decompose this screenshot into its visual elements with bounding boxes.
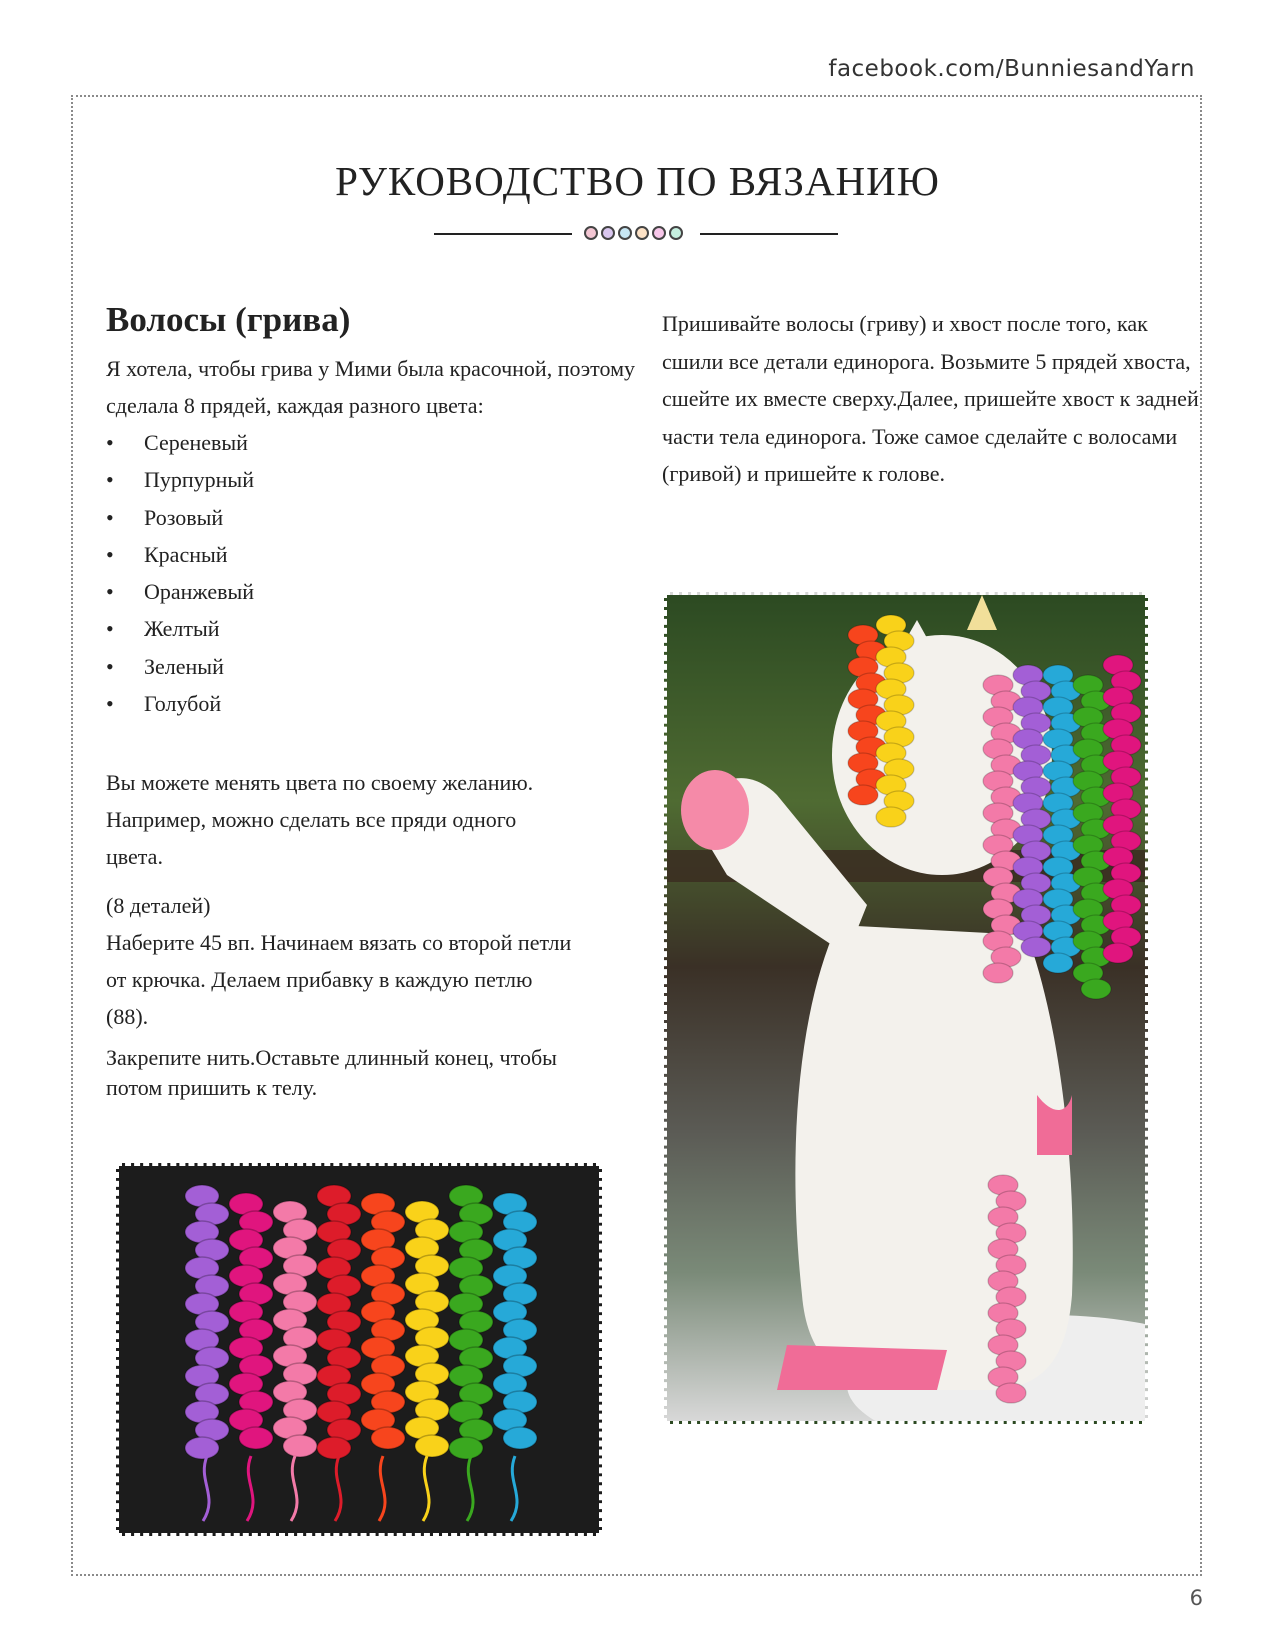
- assembly-instructions: Пришивайте волосы (гриву) и хвост после того, как сшили все детали единорога. Возьмите 5 прядей хвоста, сшейте их вместе сверху.Далее, пришейте хвост к задней части тела единорога. Тоже самое сделайте с волосами (гривой) и пришейте к голове.: [662, 311, 1199, 486]
- yarn-spiral: [229, 1193, 273, 1521]
- divider-dot: [584, 226, 598, 240]
- yarn-spiral: [449, 1185, 493, 1521]
- mane-spirals: [667, 595, 1145, 1421]
- divider-line-left: [434, 233, 572, 235]
- spirals-photo: [116, 1163, 602, 1536]
- right-column: [662, 305, 1207, 493]
- list-item: • Зеленый: [106, 648, 646, 685]
- divider-dot: [618, 226, 632, 240]
- spirals-illustration: [119, 1166, 599, 1533]
- yarn-spiral: [273, 1201, 317, 1521]
- yarn-spiral: [317, 1185, 361, 1521]
- page-title: РУКОВОДСТВО ПО ВЯЗАНИЮ: [335, 158, 940, 204]
- list-item: • Пурпурный: [106, 461, 646, 498]
- list-item: • Красный: [106, 536, 646, 573]
- list-item: • Голубой: [106, 685, 646, 722]
- list-item: • Желтый: [106, 610, 646, 647]
- facebook-link[interactable]: facebook.com/BunniesandYarn: [828, 56, 1195, 82]
- page-number: 6: [1189, 1586, 1203, 1610]
- crochet-instructions: Наберите 45 вп. Начинаем вязать со второй петли от крючка. Делаем прибавку в каждую петлю (88).: [106, 930, 572, 1030]
- fasten-instructions: Закрепите нить.Оставьте длинный конец, чтобы потом пришить к телу.: [106, 1045, 557, 1101]
- parts-count: (8 деталей): [106, 893, 211, 919]
- yarn-spiral: [185, 1185, 229, 1521]
- divider-dot: [635, 226, 649, 240]
- mane-strand: [1103, 655, 1141, 963]
- divider-line-right: [700, 233, 838, 235]
- section-heading: Волосы (грива): [106, 300, 351, 339]
- yarn-spiral: [361, 1193, 405, 1521]
- intro-paragraph: Я хотела, чтобы грива у Мими была красочной, поэтому сделала 8 прядей, каждая разного цвета:: [106, 356, 636, 418]
- yarn-spiral: [493, 1193, 537, 1521]
- divider-dot: [601, 226, 615, 240]
- bullet: •: [106, 504, 114, 530]
- list-item: • Розовый: [106, 499, 646, 536]
- bullet: •: [106, 579, 114, 605]
- bullet: •: [106, 467, 114, 493]
- bullet: •: [106, 691, 114, 717]
- divider-dot: [652, 226, 666, 240]
- color-change-note: Вы можете менять цвета по своему желанию. Например, можно сделать все пряди одного цвета.: [106, 770, 534, 870]
- unicorn-photo: [664, 592, 1148, 1424]
- divider-dots: [584, 226, 683, 240]
- bullet: •: [106, 430, 114, 455]
- list-item: • Сереневый: [106, 424, 646, 461]
- bullet: •: [106, 616, 114, 642]
- bullet: •: [106, 541, 114, 567]
- title-divider: [434, 224, 838, 244]
- bullet: •: [106, 653, 114, 679]
- list-item: • Оранжевый: [106, 573, 646, 610]
- yarn-spiral: [405, 1201, 449, 1521]
- divider-dot: [669, 226, 683, 240]
- mane-strand: [988, 1175, 1026, 1403]
- left-column: [106, 300, 646, 1103]
- color-list: [106, 424, 646, 722]
